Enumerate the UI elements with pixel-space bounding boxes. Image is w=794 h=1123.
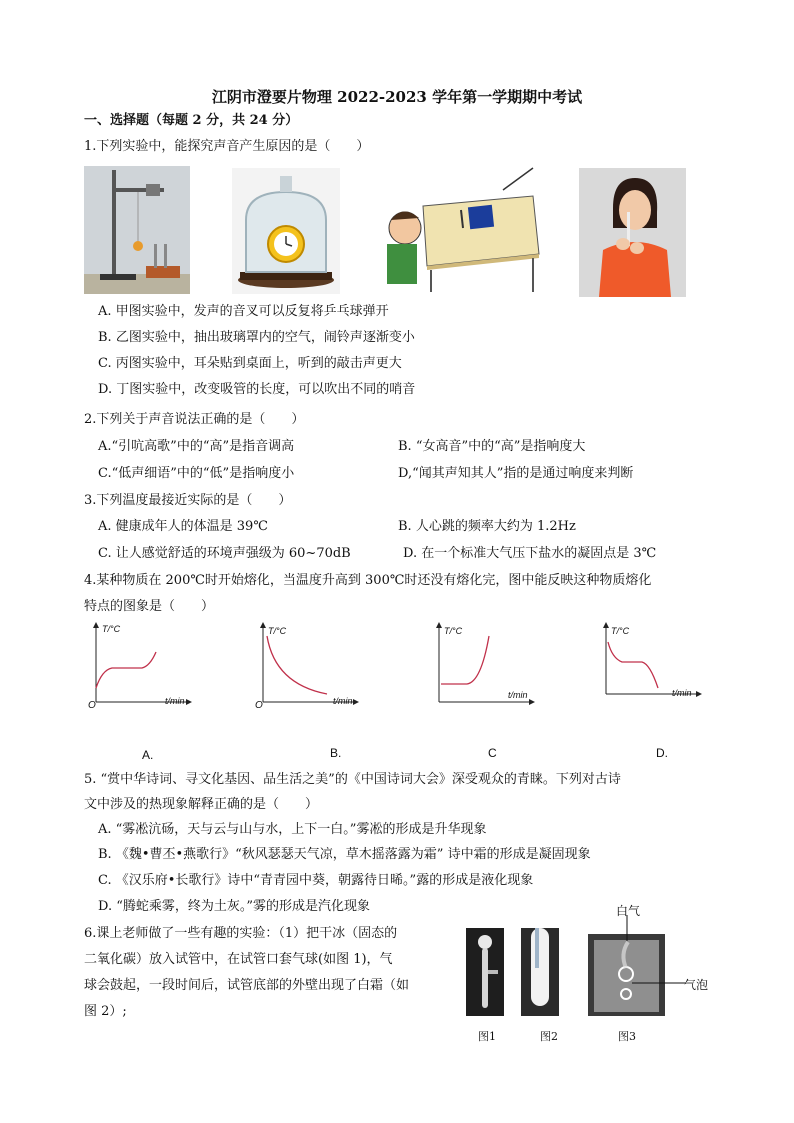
section-heading: 一、选择题（每题 2 分，共 24 分） — [84, 113, 299, 128]
exam-title: 江阴市澄要片物理 2022-2023 学年第一学期期中考试 — [211, 88, 583, 106]
bell-jar-illustration — [232, 168, 340, 294]
graph-a-label: A. — [142, 748, 154, 762]
q1-option-c: C. 丙图实验中，耳朵贴到桌面上，听到的敲击声更大 — [98, 356, 402, 371]
figure-3-photo — [588, 934, 665, 1016]
graph-d-label: D. — [656, 746, 668, 760]
photo-tuning-fork — [84, 166, 190, 294]
tuning-fork-illustration — [84, 166, 190, 294]
graph-a-origin: O — [88, 700, 96, 711]
q1-option-a: A. 甲图实验中，发声的音叉可以反复将乒乓球弹开 — [98, 304, 389, 319]
graph-a-x-axis-label: t/min — [165, 696, 185, 706]
label-white-vapor: 白气 — [616, 904, 641, 918]
figure-1-photo — [466, 928, 504, 1016]
graph-b-label: B. — [330, 746, 342, 760]
q3-option-b: B. 人心跳的频率大约为 1.2Hz — [398, 519, 576, 534]
graph-b-y-axis-label: T/°C — [268, 626, 287, 636]
q2-stem: 2.下列关于声音说法正确的是（ ） — [84, 412, 305, 427]
q4-stem-line1: 4.某种物质在 200℃时开始熔化，当温度升高到 300℃时还没有熔化完，图中能反映这种物质熔化 — [84, 573, 652, 588]
graph-d-y-axis-label: T/°C — [611, 626, 630, 636]
q6-line3: 球会鼓起，一段时间后，试管底部的外壁出现了白霜（如 — [84, 978, 410, 993]
q6-line1: 6.课上老师做了一些有趣的实验：（1）把干冰（固态的 — [84, 926, 398, 941]
photo-bell-jar — [232, 168, 340, 294]
q3-option-c: C. 让人感觉舒适的环境声强级为 60~70dB — [98, 546, 351, 561]
q5-option-d: D. “腾蛇乘雾，终为土灰。”雾的形成是汽化现象 — [98, 899, 371, 914]
water-bubbles-illustration — [588, 934, 665, 1016]
q5-stem-line2: 文中涉及的热现象解释正确的是（ ） — [84, 797, 319, 812]
graph-c-x-axis-label: t/min — [508, 690, 528, 700]
test-tube-balloon-illustration — [466, 928, 504, 1016]
q5-option-b: B. 《魏•曹丕•燕歌行》“秋风瑟瑟天气凉，草木摇落露为霜” 诗中霜的形成是凝固现象 — [98, 847, 591, 862]
q2-option-a: A.“引吭高歌”中的“高”是指音调高 — [98, 439, 295, 454]
girl-straw-illustration — [579, 168, 686, 297]
q1-stem: 1.下列实验中，能探究声音产生原因的是（ ） — [84, 139, 370, 154]
bubble-pointer — [632, 980, 686, 986]
label-bubble: 气泡 — [684, 978, 709, 992]
photo-straw-whistle — [579, 168, 686, 297]
q4-stem-line2: 特点的图象是（ ） — [84, 599, 215, 614]
graph-c-y-axis-label: T/°C — [444, 626, 463, 636]
q1-option-d: D. 丁图实验中，改变吸管的长度，可以吹出不同的哨音 — [98, 382, 416, 397]
figure-2-photo — [521, 928, 559, 1016]
q2-option-c: C.“低声细语”中的“低”是指响度小 — [98, 466, 295, 481]
graph-d-x-axis-label: t/min — [672, 688, 692, 698]
graph-a-y-axis-label: T/°C — [102, 624, 121, 634]
q5-option-c: C. 《汉乐府•长歌行》诗中“青青园中葵，朝露待日晞。”露的形成是液化现象 — [98, 873, 534, 888]
q5-option-a: A. “雾凇沆砀，天与云与山与水，上下一白。”雾凇的形成是升华现象 — [98, 822, 487, 837]
q2-option-d: D,“闻其声知其人”指的是通过响度来判断 — [398, 466, 634, 481]
q3-stem: 3.下列温度最接近实际的是（ ） — [84, 493, 292, 508]
frosted-tube-illustration — [521, 928, 559, 1016]
q1-option-b: B. 乙图实验中，抽出玻璃罩内的空气，闹铃声逐渐变小 — [98, 330, 415, 345]
q5-stem-line1: 5. “赏中华诗词、寻文化基因、品生活之美”的《中国诗词大会》深受观众的青睐。下列对古诗 — [84, 772, 621, 787]
q3-option-d: D. 在一个标准大气压下盐水的凝固点是 3℃ — [403, 546, 657, 561]
q3-option-a: A. 健康成年人的体温是 39℃ — [98, 519, 268, 534]
q6-line4: 图 2）; — [84, 1004, 127, 1019]
graph-b-x-axis-label: t/min — [333, 696, 353, 706]
graph-b-origin: O — [255, 700, 263, 711]
figure-1-caption: 图1 — [478, 1030, 496, 1043]
q6-line2: 二氧化碳）放入试管中，在试管口套气球(如图 1)，气 — [84, 952, 393, 967]
photo-ear-on-desk — [383, 166, 541, 294]
figure-2-caption: 图2 — [540, 1030, 558, 1043]
q2-option-b: B. “女高音”中的“高”是指响度大 — [398, 439, 586, 454]
figure-3-caption: 图3 — [618, 1030, 636, 1043]
white-vapor-pointer — [624, 915, 630, 941]
ear-desk-illustration — [383, 166, 541, 294]
graph-c-label: C — [488, 746, 497, 760]
